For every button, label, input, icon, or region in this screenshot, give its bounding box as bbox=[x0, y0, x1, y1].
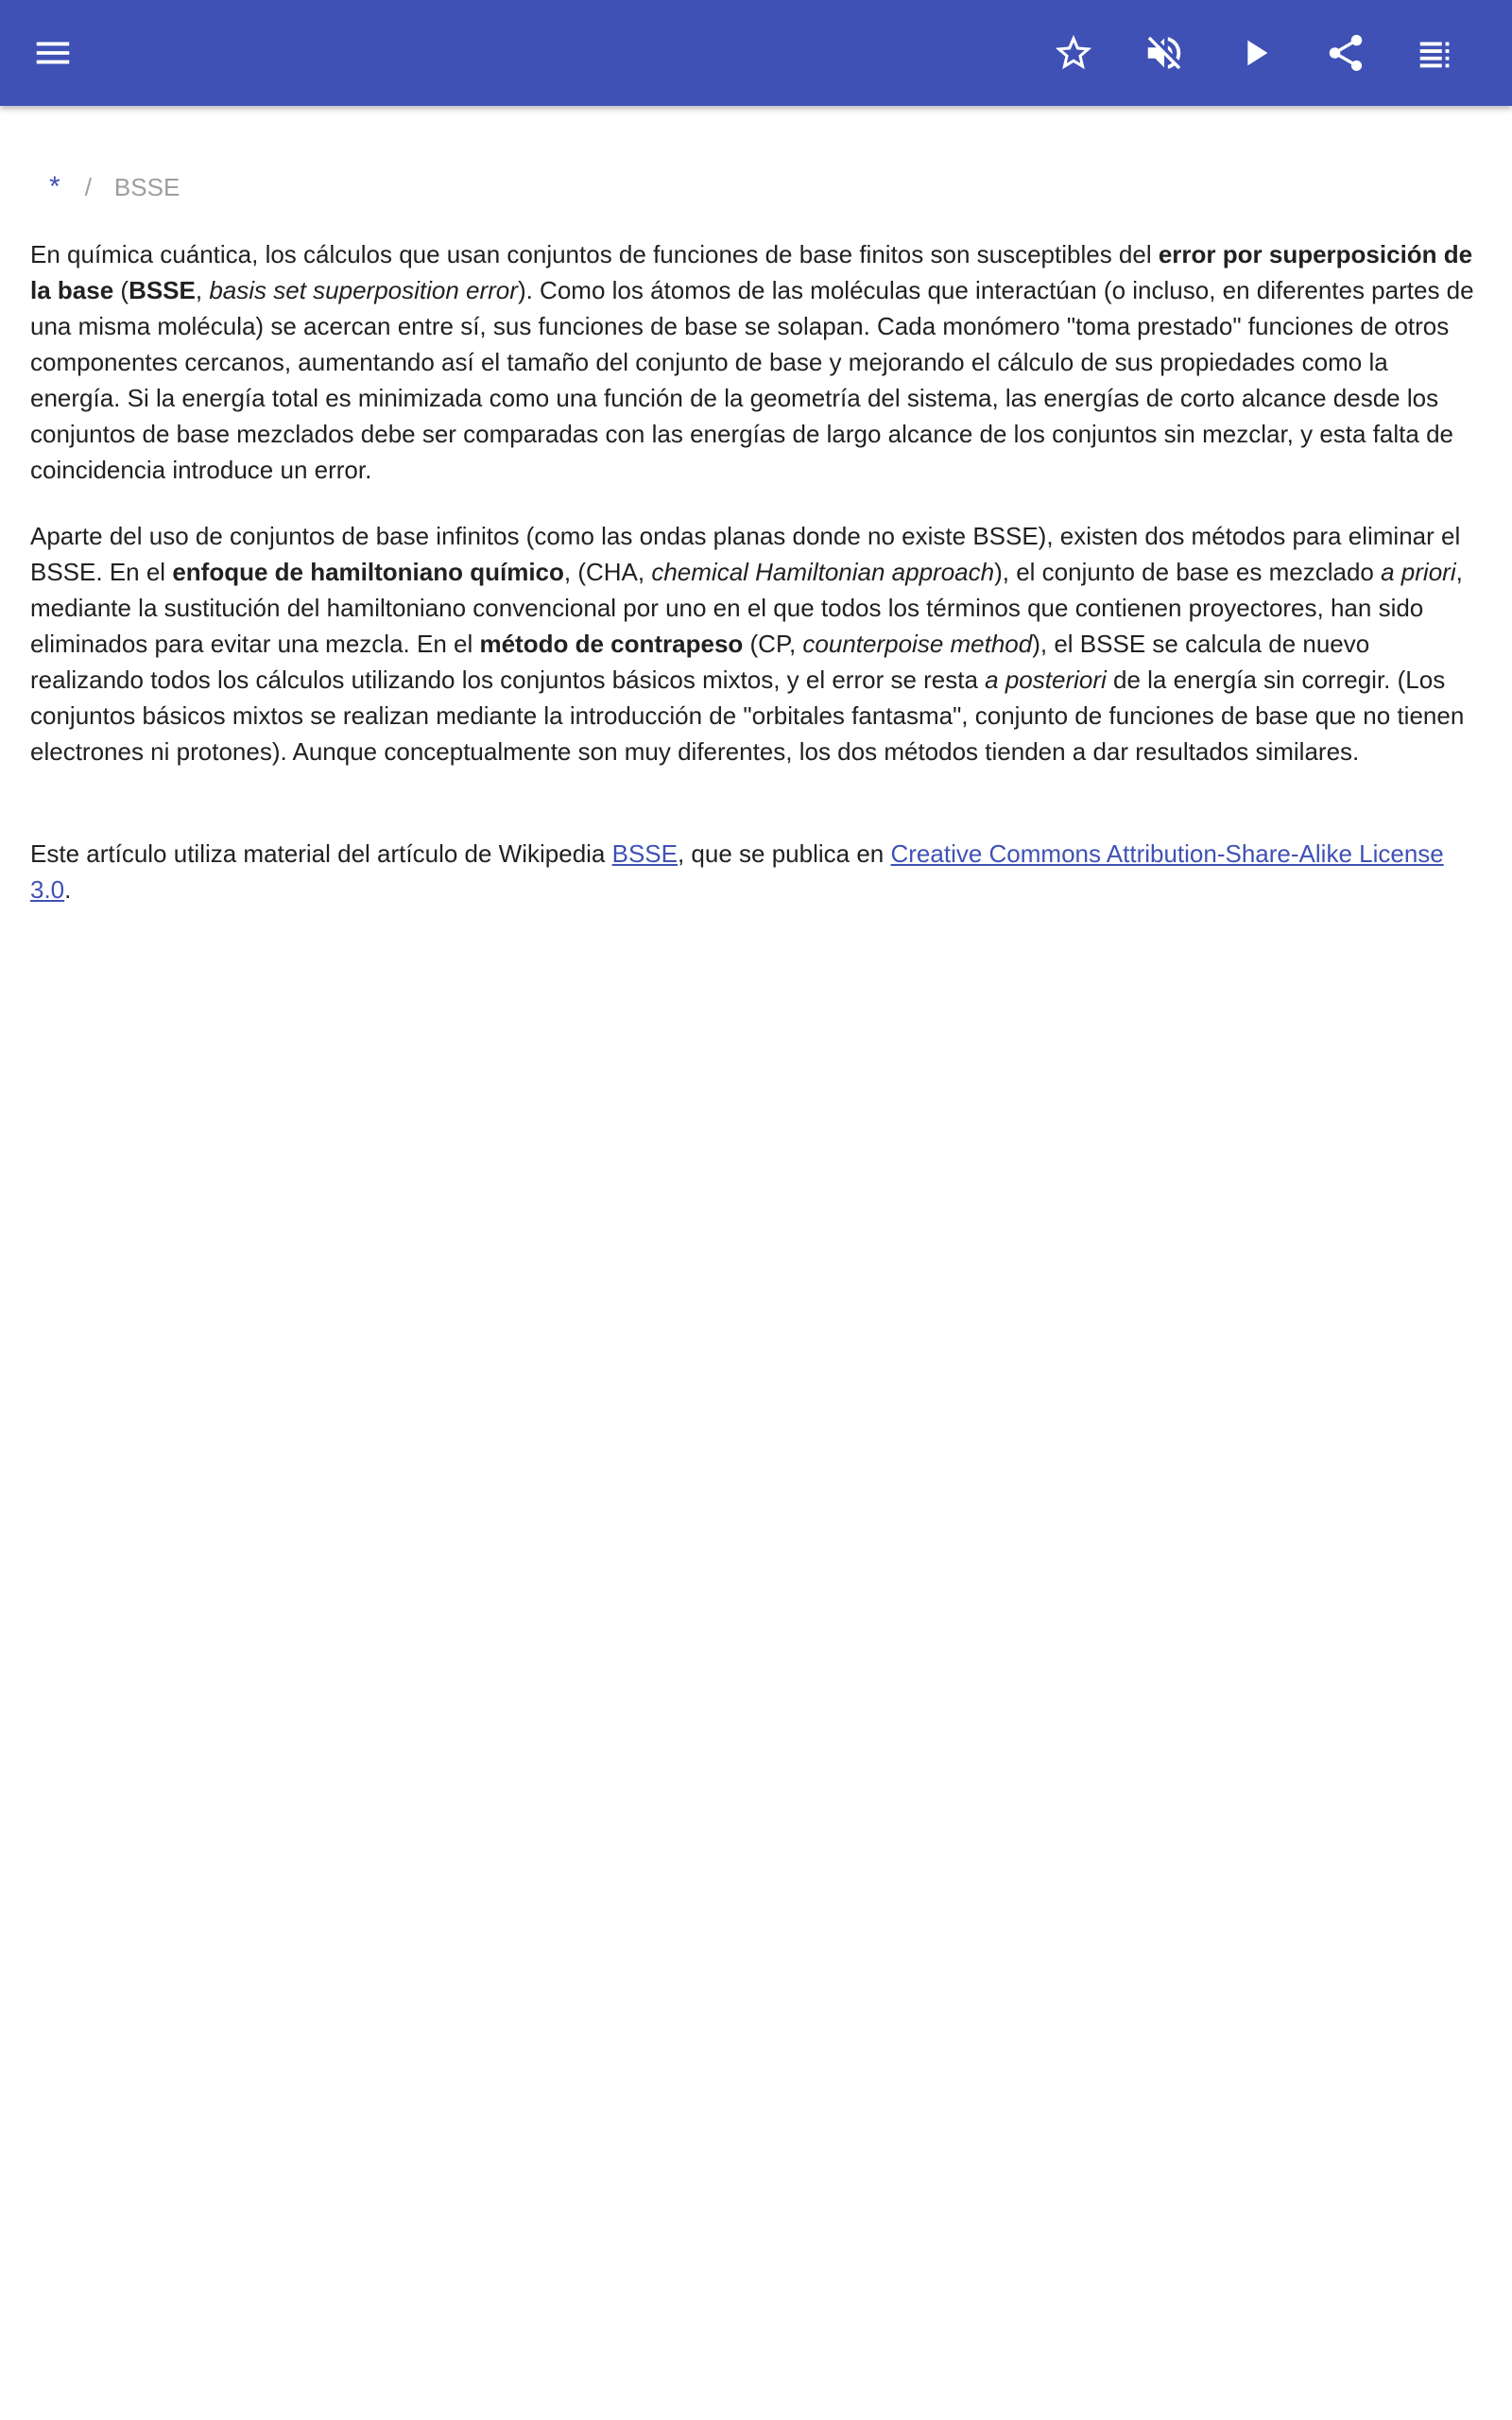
license-link[interactable]: Creative Commons Attribution-Share-Alike License 3.0 bbox=[30, 839, 1444, 904]
star-outline-icon bbox=[1052, 31, 1095, 75]
bookmark-button[interactable] bbox=[1043, 23, 1104, 83]
text: ( bbox=[113, 276, 129, 304]
text: , que se publica en bbox=[677, 839, 891, 868]
italic-term: a posteriori bbox=[985, 666, 1107, 694]
share-icon bbox=[1324, 31, 1367, 75]
breadcrumb-home[interactable]: * bbox=[49, 171, 60, 202]
text: ), el BSSE se calcula de nuevo realizando todos los cálculos utilizando los conjuntos básicos mixtos, y el error se resta bbox=[30, 630, 1370, 694]
bold-term: BSSE bbox=[129, 276, 196, 304]
share-button[interactable] bbox=[1315, 23, 1376, 83]
italic-term: a priori bbox=[1381, 558, 1456, 586]
wikipedia-link[interactable]: BSSE bbox=[611, 839, 678, 868]
play-button[interactable] bbox=[1225, 23, 1285, 83]
menu-icon bbox=[31, 31, 75, 75]
paragraph-methods bbox=[30, 518, 1482, 769]
bold-term: método de contrapeso bbox=[479, 630, 744, 658]
contents-button[interactable] bbox=[1406, 23, 1467, 83]
breadcrumb-current: BSSE bbox=[113, 172, 180, 201]
play-icon bbox=[1233, 31, 1277, 75]
text: . bbox=[64, 875, 72, 904]
menu-button[interactable] bbox=[23, 23, 83, 83]
paragraph-intro bbox=[30, 236, 1482, 488]
text: , mediante la sustitución del hamiltoniano convencional por uno en el que todos los términos que contienen proyectores, han sido eliminados para evitar una mezcla. En el bbox=[30, 558, 1463, 658]
playlist-icon bbox=[1415, 31, 1458, 75]
article-body bbox=[30, 236, 1482, 908]
text: (CP, bbox=[743, 630, 803, 658]
breadcrumb bbox=[30, 168, 1482, 206]
paragraph-attribution bbox=[30, 836, 1482, 908]
article-content bbox=[30, 106, 1482, 908]
italic-term: counterpoise method bbox=[802, 630, 1033, 658]
text: Este artículo utiliza material del artículo de Wikipedia bbox=[30, 839, 612, 868]
bold-term: error por superposición de la base bbox=[30, 240, 1473, 304]
text: , (CHA, bbox=[563, 558, 652, 586]
text: , bbox=[195, 276, 210, 304]
volume-off-icon bbox=[1143, 31, 1186, 75]
breadcrumb-separator: / bbox=[84, 172, 92, 201]
app-bar bbox=[0, 0, 1512, 106]
mute-button[interactable] bbox=[1134, 23, 1194, 83]
italic-term: chemical Hamiltonian approach bbox=[651, 558, 995, 586]
text: Aparte del uso de conjuntos de base infinitos (como las ondas planas donde no existe BSSE), existen dos métodos para eliminar el BSSE. En el bbox=[30, 522, 1461, 586]
text: de la energía sin corregir. (Los conjuntos básicos mixtos se realizan mediante la introducción de "orbitales fantasma", conjunto de funciones de base que no tienen electrones ni protones). Aunque conceptualmente son muy diferentes, los dos métodos tienden a dar resultados similares. bbox=[30, 666, 1465, 766]
text: ), el conjunto de base es mezclado bbox=[994, 558, 1382, 586]
text: En química cuántica, los cálculos que usan conjuntos de funciones de base finitos son susceptibles del bbox=[30, 240, 1159, 268]
italic-term: basis set superposition error bbox=[209, 276, 518, 304]
bold-term: enfoque de hamiltoniano químico bbox=[172, 558, 564, 586]
text: ). Como los átomos de las moléculas que interactúan (o incluso, en diferentes partes de una misma molécula) se acercan entre sí, sus funciones de base se solapan. Cada monómero "toma prestado" funciones de otros componentes cercanos, aumentando así el tamaño del conjunto de base y mejorando el cálculo de sus propiedades como la energía. Si la energía total es minimizada como una función de la geometría del sistema, las energías de corto alcance desde los conjuntos de base mezclados debe ser comparadas con las energías de largo alcance de los conjuntos sin mezclar, y esta falta de coincidencia introduce un error. bbox=[30, 276, 1474, 484]
